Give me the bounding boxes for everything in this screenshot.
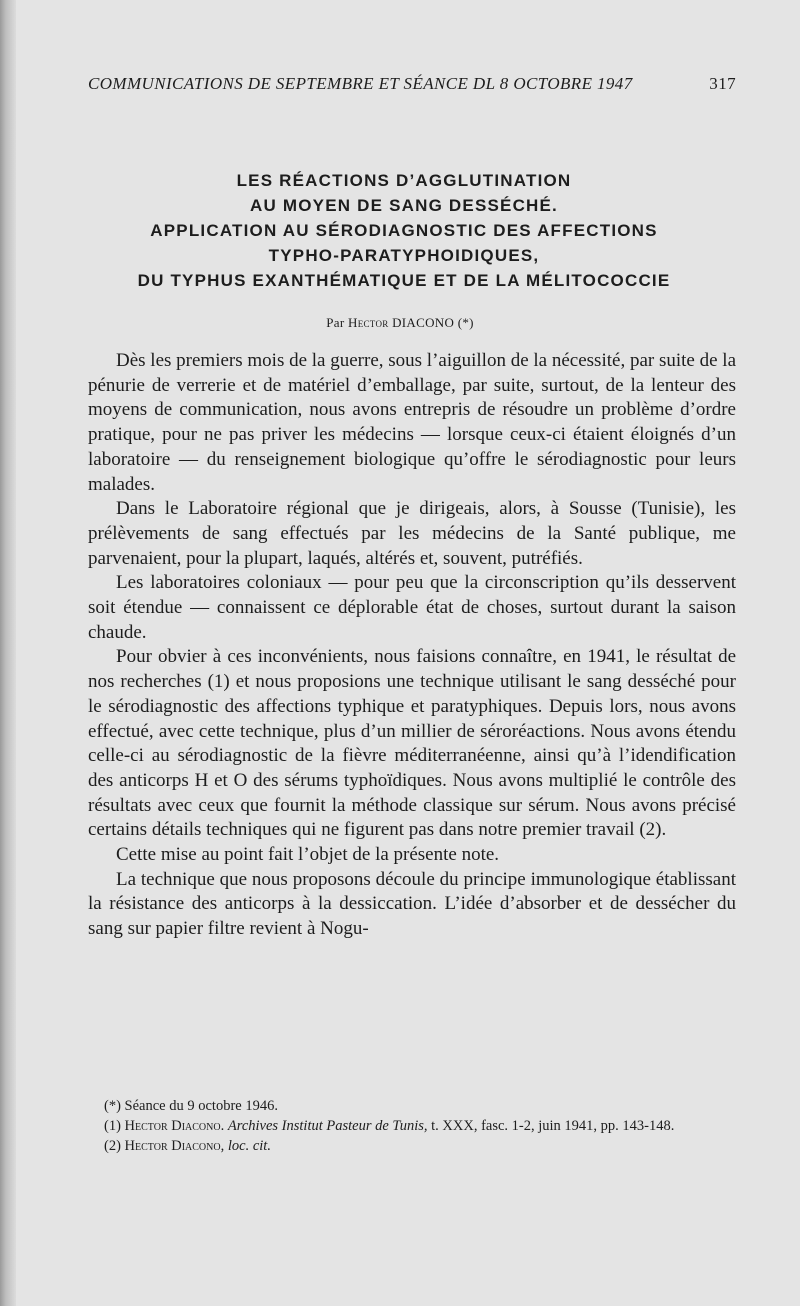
title-line: LES RÉACTIONS D’AGGLUTINATION [236,171,572,190]
footnote-mark: (2) [104,1138,121,1154]
footnote-author: Hector Diacono, [124,1138,225,1154]
footnote-journal: loc. cit. [227,1138,271,1154]
running-head-title: COMMUNICATIONS DE SEPTEMBRE ET SÉANCE DL 8 OCTOBRE 1947 [88,74,633,93]
article-body [88,349,736,942]
footnote-reference: t. XXX, fasc. 1-2, juin 1941, pp. 143-148. [431,1118,675,1134]
footnote [104,1136,732,1156]
footnote-mark: (*) [104,1098,121,1114]
footnote-text: Séance du 9 octobre 1946. [124,1098,278,1114]
page-binding-shadow [0,0,16,1306]
paragraph: Dans le Laboratoire régional que je dirigeais, alors, à Sousse (Tunisie), les prélèvements de sang effectués par les médecins de la Santé publique, me parvenaient, pour la plupart, laqués, altérés et, souvent, putréfiés. [88,498,736,569]
byline [0,315,800,331]
footnote-marker: (*) [457,315,474,330]
page-number: 317 [709,74,736,93]
paragraph: Pour obvier à ces inconvénients, nous faisions connaître, en 1941, le résultat de nos recherches (1) et nous proposions une technique utilisant le sang desséché pour le sérodiagnostic des affections typhique et paratyphiques. Depuis lors, nous avons effectué, avec cette technique, plus d’un millier de séroréactions. Nous avons étendu celle-ci au sérodiagnostic de la fièvre méditerranéenne, ainsi qu’à l’idendification des anticorps H et O des sérums typhoïdiques. Nous avons multiplié le contrôle des résultats avec ceux que fournit la méthode classique sur sérum. Nous avons précisé certains détails techniques qui ne figurent pas dans notre premier travail (2). [88,646,736,841]
footnote-mark: (1) [104,1118,121,1134]
paragraph: La technique que nous proposons découle du principe immunologique établissant la résistance des anticorps à la dessiccation. L’idée d’absorber et de dessécher du sang sur papier filtre revient à Nogu- [88,868,736,940]
footnote-journal: Archives Institut Pasteur de Tunis, [227,1118,428,1134]
paragraph: Cette mise au point fait l’objet de la présente note. [116,844,500,866]
footnotes [104,1096,732,1156]
byline-prefix: Par [326,315,345,330]
author-name: Hector DIACONO [348,315,455,330]
title-line: TYPHO-PARATYPHOIDIQUES, [268,246,540,265]
footnote-author: Hector Diacono. [124,1118,225,1134]
article-title [64,168,744,293]
paragraph: Les laboratoires coloniaux — pour peu que la circonscription qu’ils desservent soit étendue — connaissent ce déplorable état de choses, surtout durant la saison chaude. [88,572,736,643]
footnote [104,1116,732,1136]
paragraph: Dès les premiers mois de la guerre, sous l’aiguillon de la nécessité, par suite de la pénurie de verrerie et de matériel d’emballage, par suite, surtout, de la lenteur des moyens de communication, nous avons entrepris de résoudre un problème d’ordre pratique, pour ne pas priver les médecins — lorsque ceux-ci étaient éloignés d’un laboratoire — du renseignement biologique qu’offre le sérodiagnostic pour leurs malades. [88,350,736,495]
title-line: APPLICATION AU SÉRODIAGNOSTIC DES AFFECTIONS [150,221,658,240]
title-line: AU MOYEN DE SANG DESSÉCHÉ. [250,196,558,215]
running-head [88,72,736,102]
footnote [104,1096,732,1116]
title-line: DU TYPHUS EXANTHÉMATIQUE ET DE LA MÉLITOCOCCIE [137,271,671,290]
